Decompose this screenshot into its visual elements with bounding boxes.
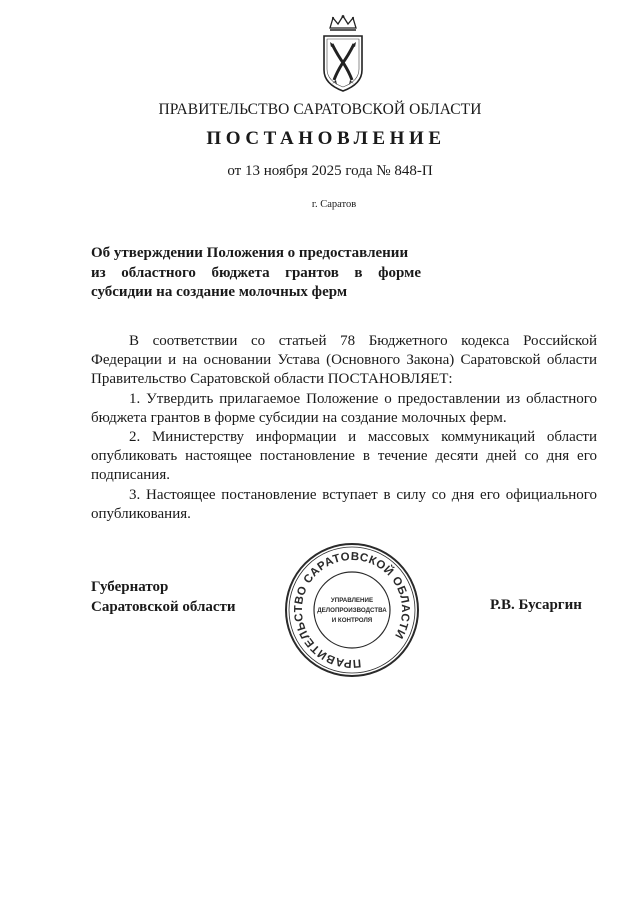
subject-line: из областного бюджета грантов в форме: [91, 264, 421, 281]
subject-line: Об утверждении Положения о предоставлении: [91, 245, 409, 261]
subject-line: субсидии на создание молочных ферм: [91, 284, 348, 300]
body-line: бюджета грантов в форме субсидии на создание молочных ферм.: [91, 409, 507, 426]
body-line: 3. Настоящее постановление вступает в силу со дня его официального: [129, 486, 597, 503]
official-stamp: [282, 540, 422, 680]
stamp-ring-text: ПРАВИТЕЛЬСТВО САРАТОВСКОЙ ОБЛАСТИ: [292, 550, 412, 670]
body-line: подписания.: [91, 467, 170, 484]
body-line: опубликования.: [91, 505, 191, 522]
government-title: ПРАВИТЕЛЬСТВО САРАТОВСКОЙ ОБЛАСТИ: [158, 101, 482, 118]
signatory-position-line: Губернатор: [91, 579, 169, 595]
body-line: Федерации и на основании Устава (Основного Закона) Саратовской области: [91, 352, 597, 369]
signatory-position: [91, 578, 236, 617]
document-subject: [91, 244, 421, 303]
body-line: опубликовать настоящее постановление в течение десяти дней со дня его: [91, 448, 597, 465]
saratov-coat-of-arms-icon: [318, 14, 368, 94]
body-line: В соответствии со статьей 78 Бюджетного кодекса Российской: [129, 333, 597, 349]
body-line: Правительство Саратовской области ПОСТАНОВЛЯЕТ:: [91, 371, 453, 388]
body-line: 1. Утвердить прилагаемое Положение о предоставлении из областного: [129, 390, 597, 407]
signatory-name: Р.В. Бусаргин: [490, 597, 582, 613]
document-city: г. Саратов: [311, 199, 357, 210]
signatory-position-line: Саратовской области: [91, 598, 236, 615]
document-type: ПОСТАНОВЛЕНИЕ: [206, 128, 446, 149]
document-date-number: от 13 ноября 2025 года № 848-П: [227, 163, 433, 179]
stamp-center-line: ДЕЛОПРОИЗВОДСТВА: [317, 607, 387, 614]
body-line: 2. Министерству информации и массовых коммуникаций области: [129, 429, 597, 446]
document-body: [91, 332, 597, 524]
stamp-center-line: УПРАВЛЕНИЕ: [330, 597, 374, 604]
stamp-center-line: И КОНТРОЛЯ: [331, 617, 373, 624]
